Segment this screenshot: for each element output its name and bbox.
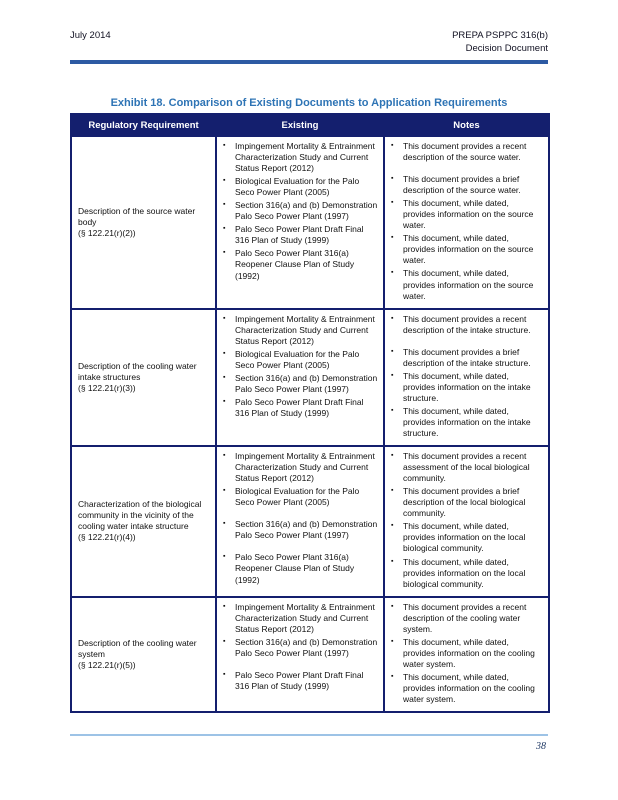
header-doc-id-line1: PREPA PSPPC 316(b): [452, 30, 548, 41]
table-row: [71, 446, 549, 597]
column-header-existing: Existing: [216, 114, 384, 136]
bullet-item: ▪ This document, while dated, provides information on the cooling water system.: [390, 672, 543, 705]
existing-cell: [216, 446, 384, 597]
header-doc-id-line2: Decision Document: [465, 42, 548, 54]
bullet-item: ▪ This document provides a brief description of the source water.: [390, 174, 543, 196]
table-body: [71, 136, 549, 712]
requirement-cell: [71, 309, 216, 446]
bullet-item: ▪ Biological Evaluation for the Palo Seco Power Plant (2005): [222, 176, 378, 198]
bullet-item: ▪ This document, while dated, provides information on the intake structure.: [390, 371, 543, 404]
requirement-text: Characterization of the biological community in the vicinity of the cooling water intake structure: [78, 499, 202, 532]
bullet-item: ▪ This document, while dated, provides information on the source water.: [390, 198, 543, 231]
header-doc-id: [452, 30, 548, 56]
existing-cell: [216, 136, 384, 309]
requirement-citation: (§ 122.21(r)(3)): [78, 382, 136, 393]
bullet-item: ▪ Section 316(a) and (b) Demonstration Palo Seco Power Plant (1997): [222, 637, 378, 659]
bullet-item: ▪ This document provides a recent description of the source water.: [390, 141, 543, 163]
bullet-item: ▪ Palo Seco Power Plant 316(a) Reopener Clause Plan of Study (1992): [222, 248, 378, 281]
bullet-item: ▪ This document, while dated, provides information on the source water.: [390, 233, 543, 266]
requirement-cell: [71, 446, 216, 597]
bullet-item: ▪ This document, while dated, provides information on the cooling water system.: [390, 637, 543, 670]
bullet-item: ▪ This document provides a brief description of the intake structure.: [390, 347, 543, 369]
bullet-item: ▪ Biological Evaluation for the Palo Seco Power Plant (2005): [222, 486, 378, 508]
table-row: [71, 136, 549, 309]
requirement-citation: (§ 122.21(r)(5)): [78, 659, 136, 670]
requirement-citation: (§ 122.21(r)(2)): [78, 227, 136, 238]
bullet-item: ▪ This document, while dated, provides information on the local biological community.: [390, 521, 543, 554]
bullet-item: ▪ Impingement Mortality & Entrainment Characterization Study and Current Status Report (2012): [222, 602, 378, 635]
page-number: 38: [536, 741, 546, 752]
table-row: [71, 597, 549, 712]
bullet-item: ▪ Section 316(a) and (b) Demonstration Palo Seco Power Plant (1997): [222, 519, 378, 541]
exhibit-table: [70, 113, 550, 713]
requirement-cell: [71, 136, 216, 309]
footer-rule: [70, 734, 548, 736]
bullet-item: ▪ Palo Seco Power Plant Draft Final 316 Plan of Study (1999): [222, 224, 378, 246]
existing-cell: [216, 597, 384, 712]
bullet-item: ▪ Section 316(a) and (b) Demonstration Palo Seco Power Plant (1997): [222, 373, 378, 395]
bullet-item: ▪ Palo Seco Power Plant Draft Final 316 Plan of Study (1999): [222, 397, 378, 419]
header-date: July 2014: [70, 30, 111, 41]
table-header-row: [71, 114, 549, 136]
bullet-item: ▪ This document, while dated, provides information on the local biological community.: [390, 557, 543, 590]
column-header-regulatory-requirement: Regulatory Requirement: [71, 114, 216, 136]
bullet-item: ▪ This document provides a recent description of the intake structure.: [390, 314, 543, 336]
existing-cell: [216, 309, 384, 446]
bullet-item: ▪ This document, while dated, provides information on the source water.: [390, 268, 543, 301]
bullet-item: ▪ Palo Seco Power Plant 316(a) Reopener Clause Plan of Study (1992): [222, 552, 378, 585]
bullet-item: ▪ Impingement Mortality & Entrainment Characterization Study and Current Status Report (2012): [222, 314, 378, 347]
notes-cell: [384, 597, 549, 712]
bullet-item: ▪ Impingement Mortality & Entrainment Characterization Study and Current Status Report (2012): [222, 141, 378, 174]
column-header-notes: Notes: [384, 114, 549, 136]
requirement-cell: [71, 597, 216, 712]
bullet-item: ▪ Impingement Mortality & Entrainment Characterization Study and Current Status Report (2012): [222, 451, 378, 484]
bullet-item: ▪ This document provides a recent assessment of the local biological community.: [390, 451, 543, 484]
notes-cell: [384, 309, 549, 446]
bullet-item: ▪ This document provides a recent description of the cooling water system.: [390, 602, 543, 635]
requirement-text: Description of the source water body: [78, 205, 196, 227]
bullet-item: ▪ Biological Evaluation for the Palo Seco Power Plant (2005): [222, 349, 378, 371]
notes-cell: [384, 136, 549, 309]
running-header: [70, 30, 548, 56]
requirement-citation: (§ 122.21(r)(4)): [78, 532, 136, 543]
header-rule: [70, 60, 548, 64]
bullet-item: ▪ This document, while dated, provides information on the intake structure.: [390, 406, 543, 439]
bullet-item: ▪ This document provides a brief description of the local biological community.: [390, 486, 543, 519]
bullet-item: ▪ Section 316(a) and (b) Demonstration Palo Seco Power Plant (1997): [222, 200, 378, 222]
exhibit-title: Exhibit 18. Comparison of Existing Documents to Application Requirements: [110, 97, 508, 109]
requirement-text: Description of the cooling water system: [78, 637, 197, 659]
bullet-item: ▪ Palo Seco Power Plant Draft Final 316 Plan of Study (1999): [222, 670, 378, 692]
notes-cell: [384, 446, 549, 597]
table-row: [71, 309, 549, 446]
requirement-text: Description of the cooling water intake structures: [78, 360, 197, 382]
